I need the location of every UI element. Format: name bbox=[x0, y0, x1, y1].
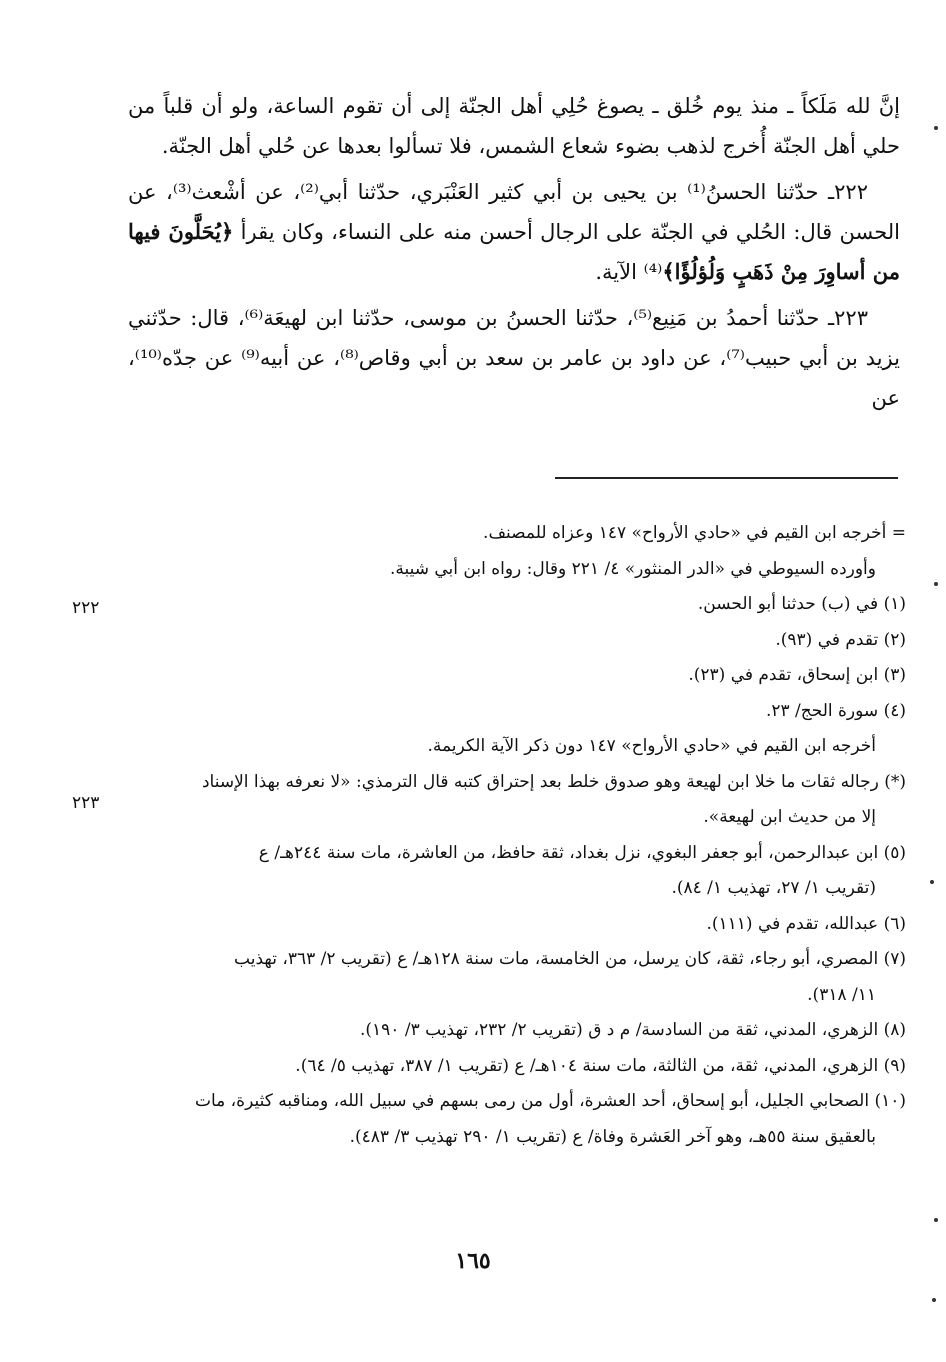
scan-speck bbox=[934, 1218, 938, 1222]
hadith-223: ٢٢٣ـ حدّثنا أحمدُ بن مَنِيع⁽⁵⁾، حدّثنا الحسنُ بن موسى، حدّثنا ابن لهيعَة⁽⁶⁾، قال: حدّثني يزيد بن أبي حبيب⁽⁷⁾، عن داود بن عامر بن سعد بن أبي وقاص⁽⁸⁾، عن أبيه⁽⁹⁾ عن جدّه⁽¹⁰⁾، عن bbox=[128, 306, 900, 410]
footnote-line: بالعقيق سنة ٥٥هـ، وهو آخر العَشرة وفاة/ ع (تقريب ١/ ٢٩٠ تهذيب ٣/ ٤٨٣). bbox=[349, 1126, 876, 1147]
footnote-line: (٦) عبدالله، تقدم في (١١١). bbox=[706, 913, 906, 934]
footnotes bbox=[128, 516, 906, 1155]
footnote-line: ١١/ ٣١٨). bbox=[807, 984, 876, 1005]
scan-speck bbox=[930, 880, 934, 884]
footnote-line: (٣) ابن إسحاق، تقدم في (٢٣). bbox=[688, 665, 906, 685]
hadith-222 bbox=[128, 172, 900, 292]
hadith-222-text: ٢٢٢ـ حدّثنا الحسنُ⁽¹⁾ بن يحيى بن أبي كثير العَنْبَري، حدّثنا أبي⁽²⁾، عن أشْعث⁽³⁾، عن الحسن قال: الحُلي في الجنّة على الرجال أحسن منه على النساء، وكان يقرأ bbox=[128, 180, 900, 244]
footnote-separator bbox=[555, 477, 898, 479]
footnote-line: وأورده السيوطي في «الدر المنثور» ٤/ ٢٢١ وقال: رواه ابن أبي شيبة. bbox=[389, 558, 876, 579]
footnote-line: (٨) الزهري، المدني، ثقة من السادسة/ م د ق (تقريب ٢/ ٢٣٢، تهذيب ٣/ ١٩٠). bbox=[359, 1020, 906, 1040]
margin-number-223: ٢٢٣ bbox=[72, 793, 100, 813]
paragraph-continued: إنَّ لله مَلَكاً ـ منذ يوم خُلق ـ يصوغ حُلِي أهل الجنّة إلى أن تقوم الساعة، ولو أن قلباً من حلي أهل الجنّة أُخرج لذهب بضوء شعاع الشمس، فلا تسألوا بعدها عن حُلي أهل الجنّة. bbox=[128, 94, 900, 158]
footnote-line: (تقريب ١/ ٢٧، تهذيب ١/ ٨٤). bbox=[671, 878, 876, 898]
footnote-line: (٩) الزهري، المدني، ثقة، من الثالثة، مات سنة ١٠٤هـ/ ع (تقريب ١/ ٣٨٧، تهذيب ٥/ ٦٤). bbox=[295, 1055, 906, 1076]
footnote-line: (١) في (ب) حدثنا أبو الحسن. bbox=[697, 594, 906, 614]
margin-number-222: ٢٢٢ bbox=[72, 598, 100, 618]
footnote-line: (٥) ابن عبدالرحمن، أبو جعفر البغوي، نزل بغداد، ثقة حافظ، من العاشرة، مات سنة ٢٤٤هـ/ ع bbox=[258, 842, 906, 863]
scan-speck bbox=[932, 1298, 936, 1302]
page-number: ١٦٥ bbox=[455, 1248, 491, 1274]
footnote-line: (٧) المصري، أبو رجاء، ثقة، كان يرسل، من الخامسة، مات سنة ١٢٨هـ/ ع (تقريب ٢/ ٣٦٣، تهذيب bbox=[234, 949, 906, 969]
quran-verse: ﴿يُحَلَّونَ فيها من أساوِرَ مِنْ ذَهَبٍ وَلُؤلُؤًا﴾ bbox=[128, 219, 900, 284]
footnote-line: = أخرجه ابن القيم في «حادي الأرواح» ١٤٧ وعزاه للمصنف. bbox=[483, 523, 906, 543]
footnote-line: (٢) تقدم في (٩٣). bbox=[775, 629, 906, 650]
footnote-line: أخرجه ابن القيم في «حادي الأرواح» ١٤٧ دون ذكر الآية الكريمة. bbox=[427, 736, 876, 756]
footnote-line: (١٠) الصحابي الجليل، أبو إسحاق، أحد العشرة، أول من رمى بسهم في سبيل الله، ومناقبه كثيرة، مات bbox=[194, 1091, 906, 1111]
footnote-line: (٤) سورة الحج/ ٢٣. bbox=[765, 700, 906, 721]
footnote-line: إلا من حديث ابن لهيعة». bbox=[703, 807, 876, 827]
hadith-222-end: ⁽⁴⁾ الآية. bbox=[595, 260, 663, 284]
scan-speck bbox=[934, 126, 938, 130]
main-text bbox=[128, 86, 900, 424]
scan-speck bbox=[934, 582, 938, 586]
footnote-line: (*) رجاله ثقات ما خلا ابن لهيعة وهو صدوق خلط بعد إحتراق كتبه قال الترمذي: «لا نعرفه بهذا الإسناد bbox=[201, 771, 906, 792]
